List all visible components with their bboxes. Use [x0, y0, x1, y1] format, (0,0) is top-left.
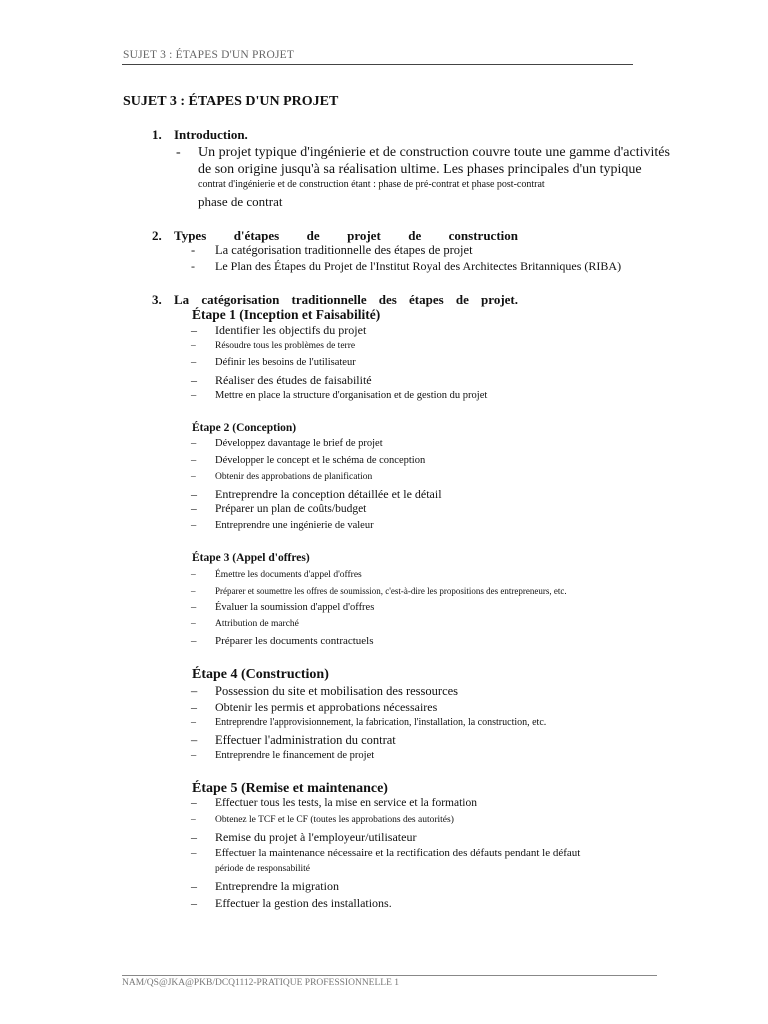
stage-4-heading: Étape 4 (Construction) — [192, 667, 329, 682]
header-title: SUJET 3 : ÉTAPES D'UN PROJET — [123, 49, 295, 61]
intro-line: contrat d'ingénierie et de construction étant : phase de pré-contrat et phase post-contrat — [198, 179, 545, 190]
intro-line: Un projet typique d'ingénierie et de construction couvre toute une gamme d'activités — [198, 145, 670, 160]
stage-5-heading: Étape 5 (Remise et maintenance) — [192, 781, 388, 796]
section-1-heading: 1. Introduction. — [152, 127, 248, 142]
section-2-heading: 2. Types d'étapes de projet de construction — [152, 228, 518, 243]
header-rule — [122, 64, 633, 65]
section-3-heading: 3. La catégorisation traditionnelle des étapes de projet. — [152, 292, 518, 307]
section-1-dash: - — [176, 145, 181, 160]
stage-1-heading: Étape 1 (Inception et Faisabilité) — [192, 307, 381, 322]
list-item-continuation: période de responsabilité — [215, 864, 310, 874]
footer-text: NAM/QS@JKA@PKB/DCQ1112-PRATIQUE PROFESSIONNELLE 1 — [122, 978, 400, 988]
stage-3-heading: Étape 3 (Appel d'offres) — [192, 552, 310, 564]
intro-line: de son origine jusqu'à sa réalisation ultime. Les phases principales d'un typique — [198, 162, 642, 177]
intro-line: phase de contrat — [198, 194, 283, 209]
document-title: SUJET 3 : ÉTAPES D'UN PROJET — [123, 94, 339, 109]
stage-2-heading: Étape 2 (Conception) — [192, 422, 297, 434]
footer-rule — [122, 975, 657, 976]
